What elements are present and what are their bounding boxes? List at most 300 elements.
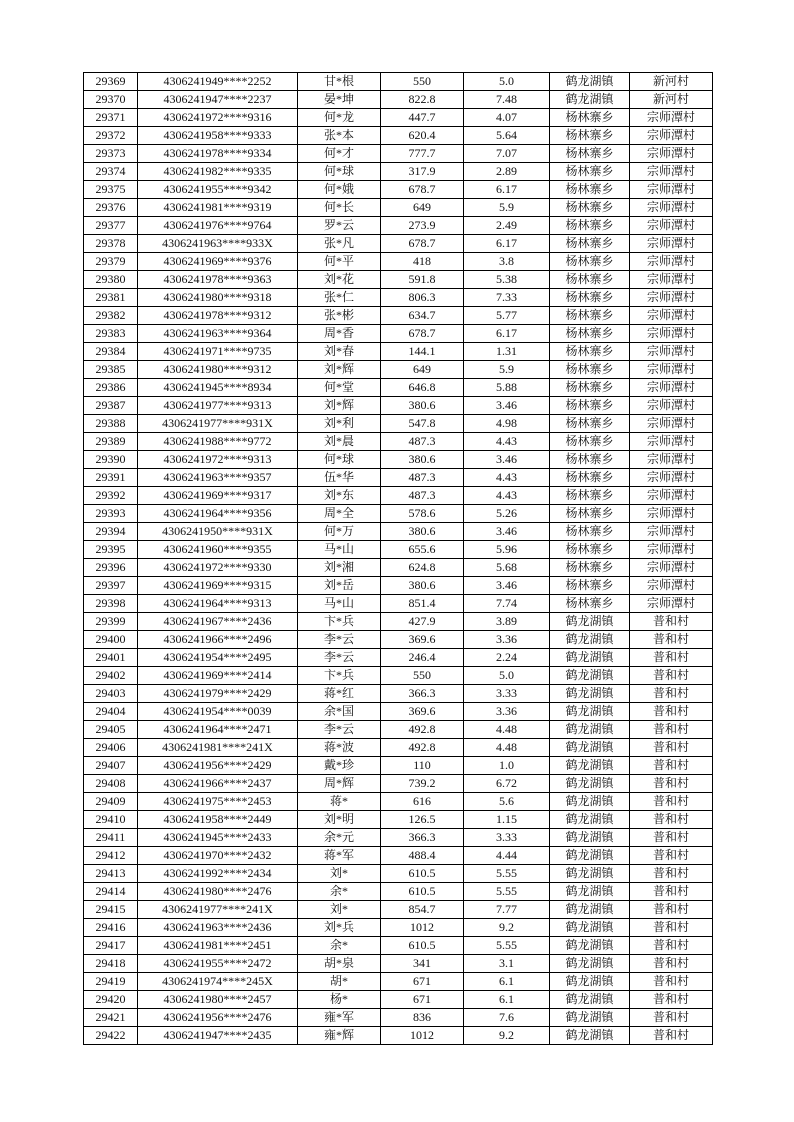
name-cell: 刘* [298, 901, 381, 919]
seq-cell: 29411 [84, 829, 138, 847]
village-cell: 宗师潭村 [630, 163, 713, 181]
amount-cell: 777.7 [381, 145, 464, 163]
table-row [84, 739, 713, 757]
village-cell: 宗师潭村 [630, 505, 713, 523]
seq-cell: 29376 [84, 199, 138, 217]
table-row [84, 631, 713, 649]
name-cell: 戴*珍 [298, 757, 381, 775]
seq-cell: 29391 [84, 469, 138, 487]
township-cell: 鹤龙湖镇 [550, 721, 630, 739]
seq-cell: 29380 [84, 271, 138, 289]
id-number-cell: 4306241950****931X [138, 523, 298, 541]
township-cell: 鹤龙湖镇 [550, 829, 630, 847]
value-cell: 4.43 [464, 487, 550, 505]
village-cell: 新河村 [630, 91, 713, 109]
name-cell: 张*彬 [298, 307, 381, 325]
value-cell: 3.46 [464, 451, 550, 469]
name-cell: 何*才 [298, 145, 381, 163]
township-cell: 鹤龙湖镇 [550, 793, 630, 811]
village-cell: 宗师潭村 [630, 217, 713, 235]
name-cell: 伍*华 [298, 469, 381, 487]
amount-cell: 624.8 [381, 559, 464, 577]
id-number-cell: 4306241963****9357 [138, 469, 298, 487]
township-cell: 鹤龙湖镇 [550, 631, 630, 649]
value-cell: 2.49 [464, 217, 550, 235]
name-cell: 罗*云 [298, 217, 381, 235]
value-cell: 4.48 [464, 739, 550, 757]
id-number-cell: 4306241981****2451 [138, 937, 298, 955]
seq-cell: 29422 [84, 1027, 138, 1045]
id-number-cell: 4306241971****9735 [138, 343, 298, 361]
seq-cell: 29382 [84, 307, 138, 325]
township-cell: 杨林寨乡 [550, 181, 630, 199]
table-row [84, 199, 713, 217]
village-cell: 宗师潭村 [630, 343, 713, 361]
id-number-cell: 4306241980****2476 [138, 883, 298, 901]
table-row [84, 613, 713, 631]
seq-cell: 29377 [84, 217, 138, 235]
name-cell: 张*凡 [298, 235, 381, 253]
seq-cell: 29369 [84, 73, 138, 91]
table-row [84, 721, 713, 739]
value-cell: 1.31 [464, 343, 550, 361]
id-number-cell: 4306241963****933X [138, 235, 298, 253]
id-number-cell: 4306241945****8934 [138, 379, 298, 397]
village-cell: 宗师潭村 [630, 235, 713, 253]
village-cell: 宗师潭村 [630, 109, 713, 127]
seq-cell: 29410 [84, 811, 138, 829]
table-row [84, 127, 713, 145]
village-cell: 宗师潭村 [630, 271, 713, 289]
seq-cell: 29393 [84, 505, 138, 523]
seq-cell: 29403 [84, 685, 138, 703]
table-row [84, 235, 713, 253]
id-number-cell: 4306241963****9364 [138, 325, 298, 343]
table-row [84, 937, 713, 955]
amount-cell: 806.3 [381, 289, 464, 307]
township-cell: 杨林寨乡 [550, 397, 630, 415]
township-cell: 鹤龙湖镇 [550, 685, 630, 703]
seq-cell: 29389 [84, 433, 138, 451]
village-cell: 宗师潭村 [630, 379, 713, 397]
table-row [84, 901, 713, 919]
township-cell: 杨林寨乡 [550, 577, 630, 595]
township-cell: 鹤龙湖镇 [550, 667, 630, 685]
seq-cell: 29412 [84, 847, 138, 865]
name-cell: 刘* [298, 865, 381, 883]
name-cell: 刘*湘 [298, 559, 381, 577]
id-number-cell: 4306241992****2434 [138, 865, 298, 883]
seq-cell: 29371 [84, 109, 138, 127]
name-cell: 何*球 [298, 451, 381, 469]
village-cell: 宗师潭村 [630, 451, 713, 469]
table-row [84, 883, 713, 901]
amount-cell: 671 [381, 991, 464, 1009]
amount-cell: 488.4 [381, 847, 464, 865]
village-cell: 普和村 [630, 847, 713, 865]
village-cell: 宗师潭村 [630, 307, 713, 325]
township-cell: 杨林寨乡 [550, 199, 630, 217]
name-cell: 余*元 [298, 829, 381, 847]
table-row [84, 595, 713, 613]
township-cell: 杨林寨乡 [550, 307, 630, 325]
id-number-cell: 4306241978****9334 [138, 145, 298, 163]
village-cell: 宗师潭村 [630, 325, 713, 343]
township-cell: 鹤龙湖镇 [550, 1027, 630, 1045]
table-row [84, 451, 713, 469]
id-number-cell: 4306241964****9356 [138, 505, 298, 523]
name-cell: 胡*泉 [298, 955, 381, 973]
amount-cell: 822.8 [381, 91, 464, 109]
value-cell: 5.6 [464, 793, 550, 811]
value-cell: 3.46 [464, 577, 550, 595]
id-number-cell: 4306241956****2476 [138, 1009, 298, 1027]
amount-cell: 126.5 [381, 811, 464, 829]
village-cell: 宗师潭村 [630, 559, 713, 577]
township-cell: 鹤龙湖镇 [550, 739, 630, 757]
amount-cell: 487.3 [381, 487, 464, 505]
village-cell: 普和村 [630, 649, 713, 667]
township-cell: 鹤龙湖镇 [550, 919, 630, 937]
table-row [84, 865, 713, 883]
seq-cell: 29372 [84, 127, 138, 145]
name-cell: 杨* [298, 991, 381, 1009]
value-cell: 7.6 [464, 1009, 550, 1027]
name-cell: 刘*辉 [298, 361, 381, 379]
name-cell: 余*国 [298, 703, 381, 721]
table-row [84, 253, 713, 271]
value-cell: 4.48 [464, 721, 550, 739]
village-cell: 宗师潭村 [630, 541, 713, 559]
id-number-cell: 4306241947****2435 [138, 1027, 298, 1045]
township-cell: 杨林寨乡 [550, 505, 630, 523]
township-cell: 杨林寨乡 [550, 541, 630, 559]
amount-cell: 610.5 [381, 865, 464, 883]
value-cell: 4.43 [464, 433, 550, 451]
table-row [84, 379, 713, 397]
name-cell: 周*辉 [298, 775, 381, 793]
id-number-cell: 4306241981****241X [138, 739, 298, 757]
name-cell: 何*平 [298, 253, 381, 271]
id-number-cell: 4306241954****0039 [138, 703, 298, 721]
township-cell: 鹤龙湖镇 [550, 775, 630, 793]
seq-cell: 29383 [84, 325, 138, 343]
village-cell: 宗师潭村 [630, 127, 713, 145]
seq-cell: 29413 [84, 865, 138, 883]
seq-cell: 29379 [84, 253, 138, 271]
id-number-cell: 4306241977****241X [138, 901, 298, 919]
table-row [84, 325, 713, 343]
name-cell: 何*娥 [298, 181, 381, 199]
village-cell: 普和村 [630, 631, 713, 649]
amount-cell: 492.8 [381, 721, 464, 739]
name-cell: 李*云 [298, 631, 381, 649]
id-number-cell: 4306241988****9772 [138, 433, 298, 451]
id-number-cell: 4306241976****9764 [138, 217, 298, 235]
table-row [84, 577, 713, 595]
id-number-cell: 4306241978****9312 [138, 307, 298, 325]
township-cell: 鹤龙湖镇 [550, 991, 630, 1009]
name-cell: 刘*花 [298, 271, 381, 289]
value-cell: 5.9 [464, 199, 550, 217]
id-number-cell: 4306241966****2437 [138, 775, 298, 793]
name-cell: 蒋*军 [298, 847, 381, 865]
name-cell: 刘*明 [298, 811, 381, 829]
table-row [84, 289, 713, 307]
amount-cell: 610.5 [381, 937, 464, 955]
amount-cell: 547.8 [381, 415, 464, 433]
village-cell: 普和村 [630, 739, 713, 757]
township-cell: 杨林寨乡 [550, 325, 630, 343]
amount-cell: 678.7 [381, 325, 464, 343]
value-cell: 1.15 [464, 811, 550, 829]
amount-cell: 447.7 [381, 109, 464, 127]
seq-cell: 29387 [84, 397, 138, 415]
village-cell: 普和村 [630, 721, 713, 739]
value-cell: 7.74 [464, 595, 550, 613]
seq-cell: 29398 [84, 595, 138, 613]
township-cell: 杨林寨乡 [550, 523, 630, 541]
township-cell: 鹤龙湖镇 [550, 937, 630, 955]
id-number-cell: 4306241972****9313 [138, 451, 298, 469]
name-cell: 卞*兵 [298, 613, 381, 631]
table-row [84, 685, 713, 703]
value-cell: 2.24 [464, 649, 550, 667]
amount-cell: 492.8 [381, 739, 464, 757]
name-cell: 周*香 [298, 325, 381, 343]
amount-cell: 851.4 [381, 595, 464, 613]
value-cell: 7.77 [464, 901, 550, 919]
amount-cell: 317.9 [381, 163, 464, 181]
value-cell: 5.64 [464, 127, 550, 145]
village-cell: 宗师潭村 [630, 145, 713, 163]
amount-cell: 671 [381, 973, 464, 991]
seq-cell: 29405 [84, 721, 138, 739]
id-number-cell: 4306241954****2495 [138, 649, 298, 667]
township-cell: 杨林寨乡 [550, 451, 630, 469]
seq-cell: 29404 [84, 703, 138, 721]
township-cell: 鹤龙湖镇 [550, 91, 630, 109]
amount-cell: 610.5 [381, 883, 464, 901]
name-cell: 余* [298, 883, 381, 901]
table-row [84, 703, 713, 721]
value-cell: 3.36 [464, 631, 550, 649]
seq-cell: 29399 [84, 613, 138, 631]
amount-cell: 418 [381, 253, 464, 271]
value-cell: 7.48 [464, 91, 550, 109]
village-cell: 宗师潭村 [630, 415, 713, 433]
village-cell: 宗师潭村 [630, 397, 713, 415]
value-cell: 3.1 [464, 955, 550, 973]
seq-cell: 29420 [84, 991, 138, 1009]
village-cell: 宗师潭村 [630, 469, 713, 487]
name-cell: 刘*东 [298, 487, 381, 505]
township-cell: 杨林寨乡 [550, 253, 630, 271]
seq-cell: 29374 [84, 163, 138, 181]
table-row [84, 559, 713, 577]
records-table-body [84, 73, 713, 1045]
village-cell: 宗师潭村 [630, 253, 713, 271]
value-cell: 2.89 [464, 163, 550, 181]
name-cell: 刘*辉 [298, 397, 381, 415]
table-row [84, 847, 713, 865]
id-number-cell: 4306241972****9316 [138, 109, 298, 127]
table-row [84, 415, 713, 433]
value-cell: 5.26 [464, 505, 550, 523]
amount-cell: 366.3 [381, 829, 464, 847]
village-cell: 宗师潭村 [630, 361, 713, 379]
seq-cell: 29416 [84, 919, 138, 937]
value-cell: 5.88 [464, 379, 550, 397]
table-row [84, 793, 713, 811]
village-cell: 普和村 [630, 1009, 713, 1027]
amount-cell: 634.7 [381, 307, 464, 325]
value-cell: 6.72 [464, 775, 550, 793]
table-row [84, 541, 713, 559]
village-cell: 普和村 [630, 973, 713, 991]
table-row [84, 919, 713, 937]
id-number-cell: 4306241972****9330 [138, 559, 298, 577]
records-table [83, 72, 713, 1045]
id-number-cell: 4306241980****9312 [138, 361, 298, 379]
township-cell: 杨林寨乡 [550, 127, 630, 145]
village-cell: 普和村 [630, 919, 713, 937]
seq-cell: 29388 [84, 415, 138, 433]
name-cell: 何*长 [298, 199, 381, 217]
name-cell: 晏*坤 [298, 91, 381, 109]
id-number-cell: 4306241969****9315 [138, 577, 298, 595]
table-row [84, 73, 713, 91]
table-row [84, 181, 713, 199]
name-cell: 雍*辉 [298, 1027, 381, 1045]
table-row [84, 1009, 713, 1027]
amount-cell: 550 [381, 667, 464, 685]
id-number-cell: 4306241969****9376 [138, 253, 298, 271]
name-cell: 蒋* [298, 793, 381, 811]
amount-cell: 649 [381, 361, 464, 379]
table-row [84, 163, 713, 181]
village-cell: 普和村 [630, 829, 713, 847]
table-row [84, 811, 713, 829]
township-cell: 杨林寨乡 [550, 145, 630, 163]
table-row [84, 343, 713, 361]
township-cell: 杨林寨乡 [550, 163, 630, 181]
township-cell: 鹤龙湖镇 [550, 901, 630, 919]
village-cell: 普和村 [630, 811, 713, 829]
seq-cell: 29406 [84, 739, 138, 757]
value-cell: 3.8 [464, 253, 550, 271]
value-cell: 5.77 [464, 307, 550, 325]
id-number-cell: 4306241945****2433 [138, 829, 298, 847]
village-cell: 普和村 [630, 703, 713, 721]
id-number-cell: 4306241981****9319 [138, 199, 298, 217]
id-number-cell: 4306241978****9363 [138, 271, 298, 289]
name-cell: 张*仁 [298, 289, 381, 307]
township-cell: 杨林寨乡 [550, 235, 630, 253]
table-row [84, 649, 713, 667]
seq-cell: 29385 [84, 361, 138, 379]
id-number-cell: 4306241970****2432 [138, 847, 298, 865]
value-cell: 5.38 [464, 271, 550, 289]
name-cell: 何*万 [298, 523, 381, 541]
amount-cell: 366.3 [381, 685, 464, 703]
amount-cell: 739.2 [381, 775, 464, 793]
village-cell: 宗师潭村 [630, 577, 713, 595]
name-cell: 马*山 [298, 541, 381, 559]
township-cell: 杨林寨乡 [550, 559, 630, 577]
value-cell: 6.17 [464, 325, 550, 343]
id-number-cell: 4306241947****2237 [138, 91, 298, 109]
name-cell: 蒋*波 [298, 739, 381, 757]
amount-cell: 380.6 [381, 523, 464, 541]
id-number-cell: 4306241958****9333 [138, 127, 298, 145]
id-number-cell: 4306241977****9313 [138, 397, 298, 415]
township-cell: 鹤龙湖镇 [550, 865, 630, 883]
amount-cell: 369.6 [381, 631, 464, 649]
village-cell: 普和村 [630, 955, 713, 973]
name-cell: 卞*兵 [298, 667, 381, 685]
table-row [84, 91, 713, 109]
seq-cell: 29395 [84, 541, 138, 559]
value-cell: 9.2 [464, 1027, 550, 1045]
seq-cell: 29417 [84, 937, 138, 955]
id-number-cell: 4306241967****2436 [138, 613, 298, 631]
amount-cell: 341 [381, 955, 464, 973]
id-number-cell: 4306241975****2453 [138, 793, 298, 811]
amount-cell: 1012 [381, 1027, 464, 1045]
township-cell: 杨林寨乡 [550, 109, 630, 127]
table-row [84, 829, 713, 847]
township-cell: 杨林寨乡 [550, 433, 630, 451]
amount-cell: 678.7 [381, 235, 464, 253]
name-cell: 何*龙 [298, 109, 381, 127]
id-number-cell: 4306241956****2429 [138, 757, 298, 775]
village-cell: 宗师潭村 [630, 595, 713, 613]
value-cell: 3.33 [464, 685, 550, 703]
seq-cell: 29375 [84, 181, 138, 199]
table-row [84, 397, 713, 415]
table-row [84, 505, 713, 523]
value-cell: 5.55 [464, 883, 550, 901]
township-cell: 鹤龙湖镇 [550, 703, 630, 721]
village-cell: 普和村 [630, 775, 713, 793]
amount-cell: 836 [381, 1009, 464, 1027]
amount-cell: 616 [381, 793, 464, 811]
value-cell: 6.17 [464, 235, 550, 253]
name-cell: 李*云 [298, 721, 381, 739]
village-cell: 宗师潭村 [630, 199, 713, 217]
seq-cell: 29381 [84, 289, 138, 307]
table-row [84, 973, 713, 991]
village-cell: 普和村 [630, 793, 713, 811]
seq-cell: 29400 [84, 631, 138, 649]
amount-cell: 578.6 [381, 505, 464, 523]
value-cell: 6.1 [464, 973, 550, 991]
id-number-cell: 4306241963****2436 [138, 919, 298, 937]
township-cell: 鹤龙湖镇 [550, 973, 630, 991]
seq-cell: 29396 [84, 559, 138, 577]
table-row [84, 775, 713, 793]
seq-cell: 29390 [84, 451, 138, 469]
township-cell: 鹤龙湖镇 [550, 811, 630, 829]
amount-cell: 380.6 [381, 451, 464, 469]
village-cell: 普和村 [630, 757, 713, 775]
seq-cell: 29409 [84, 793, 138, 811]
value-cell: 3.36 [464, 703, 550, 721]
amount-cell: 380.6 [381, 577, 464, 595]
seq-cell: 29384 [84, 343, 138, 361]
value-cell: 5.55 [464, 937, 550, 955]
